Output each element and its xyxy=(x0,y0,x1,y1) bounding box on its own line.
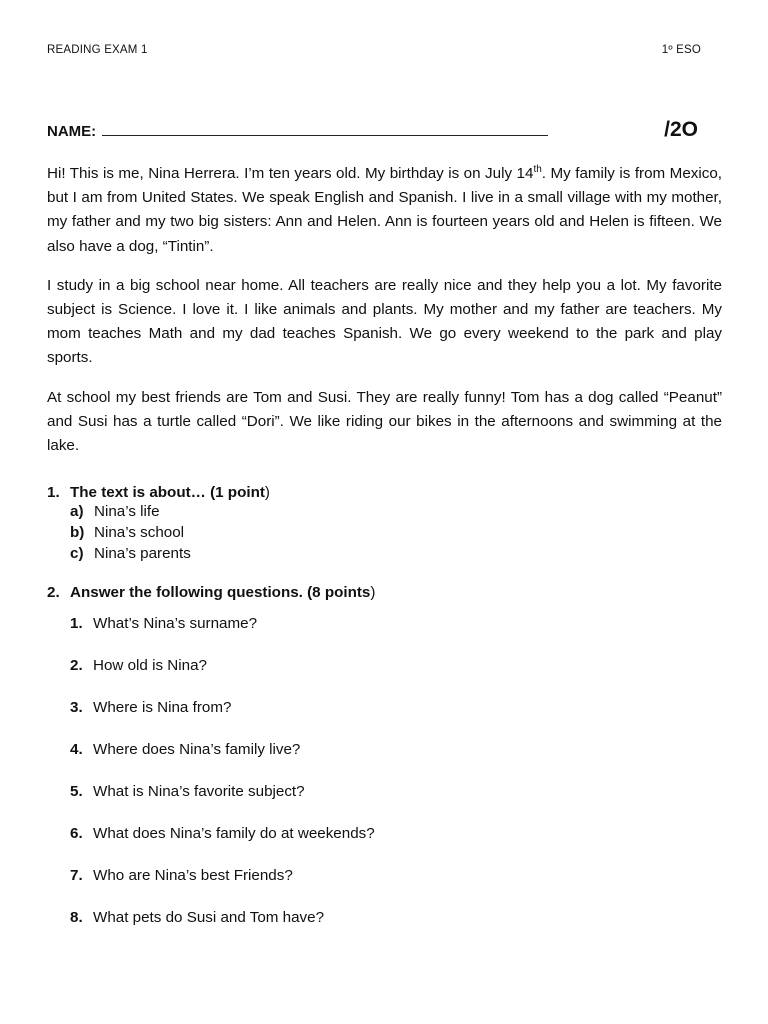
question-2 xyxy=(47,584,727,951)
sub-question: 2. How old is Nina? xyxy=(70,657,207,674)
passage-paragraph-1: Hi! This is me, Nina Herrera. I’m ten years old. My birthday is on July 14th. My family is from Mexico, but I am from United States. We speak English and Spanish. I live in a small village with my mother, my father and my two big sisters: Ann and Helen. Ann is fourteen years old and Helen is fifteen. We also have a dog, “Tintin”. xyxy=(47,163,722,255)
sub-question: 3. Where is Nina from? xyxy=(70,699,232,716)
exam-title: READING EXAM 1 xyxy=(47,44,148,56)
reading-passage xyxy=(47,162,722,473)
option-c[interactable]: c) Nina’s parents xyxy=(70,545,191,562)
grade-level: 1º ESO xyxy=(661,44,701,56)
question-text: Answer the following questions. (8 points xyxy=(70,584,371,601)
question-1 xyxy=(47,484,727,564)
name-label: NAME: xyxy=(47,123,97,140)
question-text: The text is about… (1 point xyxy=(70,484,265,501)
passage-paragraph-3: At school my best friends are Tom and Susi. They are really funny! Tom has a dog called “Peanut” and Susi has a turtle called “Dori”. We like riding our bikes in the afternoons and swimming at the lake. xyxy=(47,388,722,455)
passage-paragraph-2: I study in a big school near home. All teachers are really nice and they help you a lot. My favorite subject is Science. I love it. I like animals and plants. My mother and my father are teachers. My mom teaches Math and my dad teaches Spanish. We go every weekend to the park and play sports. xyxy=(47,276,722,367)
name-field-line[interactable] xyxy=(102,121,548,136)
question-number: 2. xyxy=(47,584,60,601)
option-a[interactable]: a) Nina’s life xyxy=(70,503,160,520)
sub-question: 7. Who are Nina’s best Friends? xyxy=(70,867,293,884)
answer-options xyxy=(70,501,727,564)
name-row xyxy=(47,118,708,142)
sub-question: 4. Where does Nina’s family live? xyxy=(70,741,301,758)
sub-question: 8. What pets do Susi and Tom have? xyxy=(70,909,325,926)
question-2-title: 2. Answer the following questions. (8 points ) xyxy=(47,584,376,601)
question-number: 1. xyxy=(47,484,60,501)
question-1-title: 1. The text is about… (1 point ) xyxy=(47,484,270,501)
sub-question: 6. What does Nina’s family do at weekends? xyxy=(70,825,375,842)
page-header xyxy=(47,44,701,56)
score-total: /2O xyxy=(664,118,698,141)
sub-question: 1. What’s Nina’s surname? xyxy=(70,615,258,632)
option-b[interactable]: b) Nina’s school xyxy=(70,524,185,541)
sub-question: 5. What is Nina’s favorite subject? xyxy=(70,783,305,800)
sub-question-list xyxy=(70,615,727,951)
